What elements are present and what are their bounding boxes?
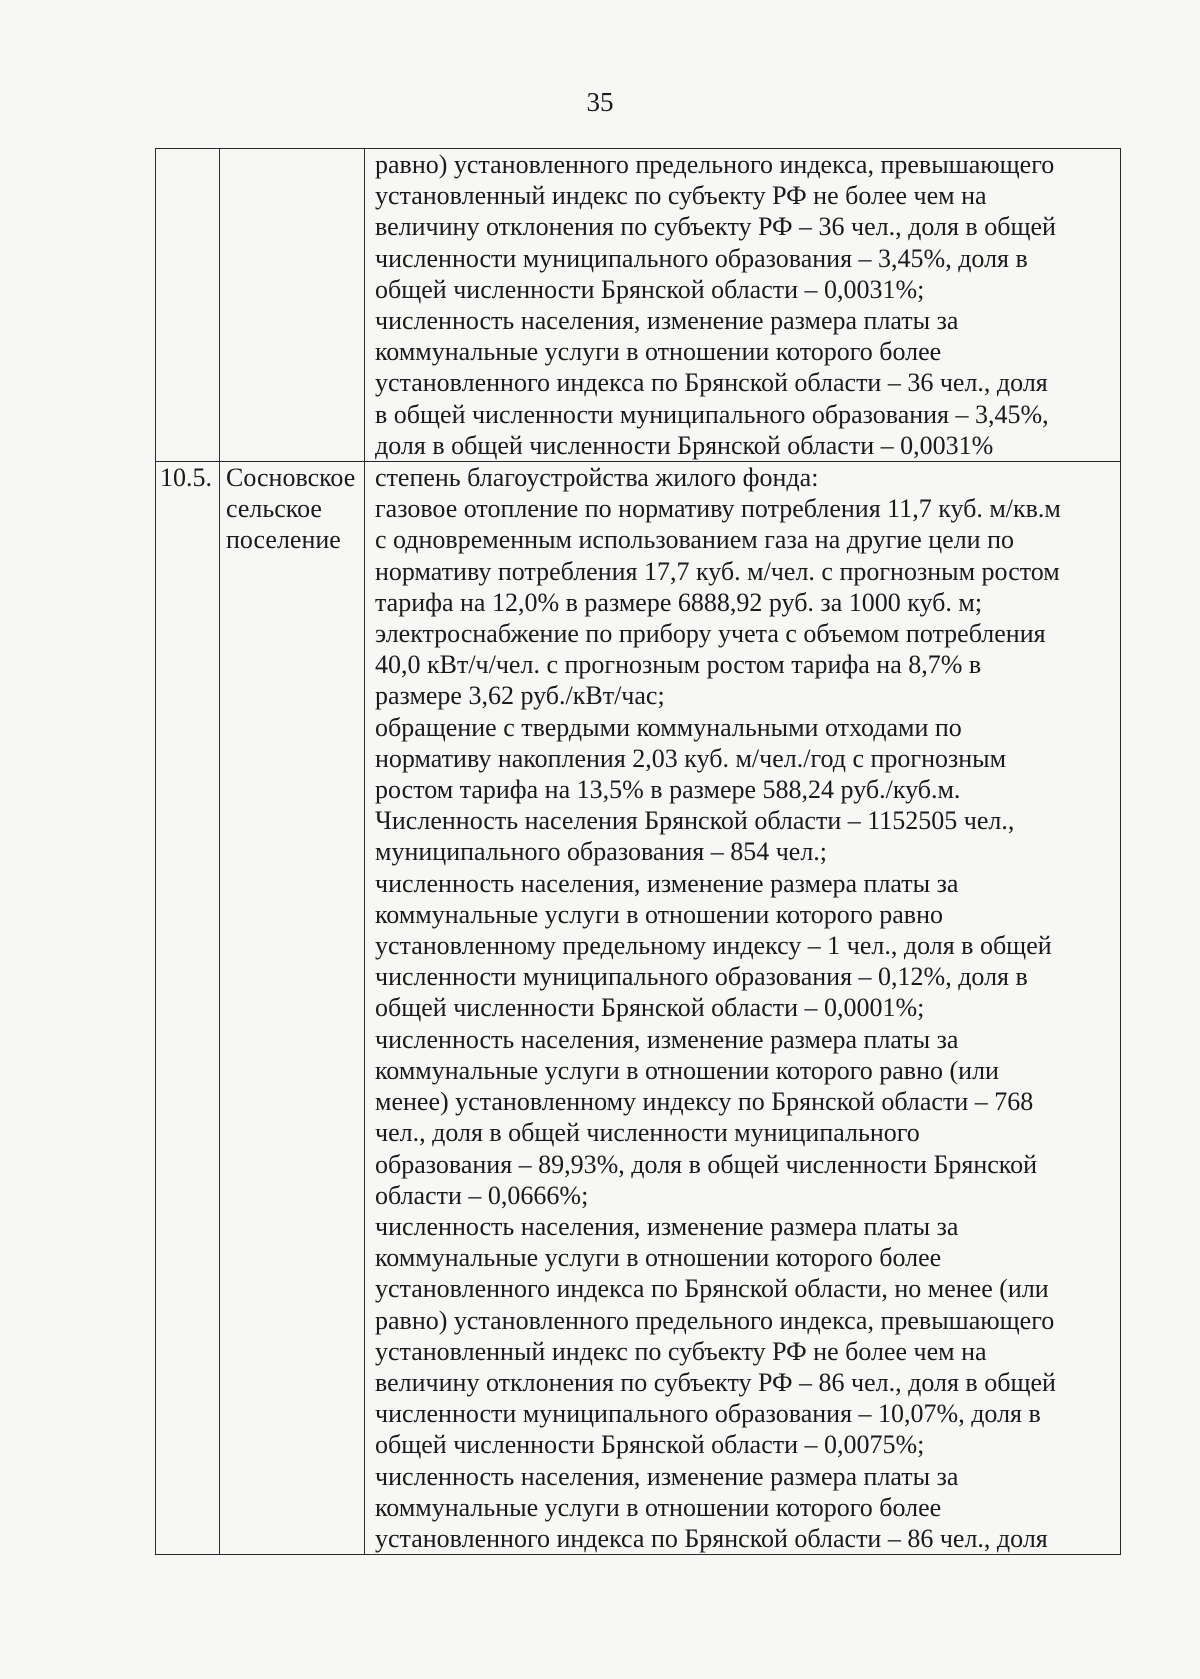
description-line: численность населения, изменение размера платы за xyxy=(375,868,959,898)
description-line: размере 3,62 руб./кВт/час; xyxy=(375,681,665,711)
description-line: равно) установленного предельного индекса, превышающего xyxy=(375,1305,1055,1335)
table-body xyxy=(156,149,1121,1555)
description-line: численность населения, изменение размера платы за xyxy=(375,1211,959,1241)
description-line: ростом тарифа на 13,5% в размере 588,24 руб./куб.м. xyxy=(375,775,961,805)
description-line: степень благоустройства жилого фонда: xyxy=(375,463,819,493)
description-cell xyxy=(365,149,1121,462)
description-line: чел., доля в общей численности муниципального xyxy=(375,1118,920,1148)
description-line: численности муниципального образования – 0,12%, доля в xyxy=(375,962,1028,992)
description-line: тарифа на 12,0% в размере 6888,92 руб. за 1000 куб. м; xyxy=(375,587,983,617)
description-line: обращение с твердыми коммунальными отходами по xyxy=(375,712,962,742)
data-table xyxy=(155,148,1121,1555)
description-line: с одновременным использованием газа на другие цели по xyxy=(375,525,1014,555)
description-line: общей численности Брянской области – 0,0031%; xyxy=(375,274,925,304)
description-line: коммунальные услуги в отношении которого более xyxy=(375,1243,942,1273)
row-number-cell xyxy=(156,149,220,462)
municipality-name-line: поселение xyxy=(226,525,341,555)
description-line: численности муниципального образования – 10,07%, доля в xyxy=(375,1399,1041,1429)
description-line: в общей численности муниципального образования – 3,45%, xyxy=(375,399,1049,429)
description-line: муниципального образования – 854 чел.; xyxy=(375,837,828,867)
description-line: коммунальные услуги в отношении которого равно xyxy=(375,899,944,929)
description-line: равно) установленного предельного индекса, превышающего xyxy=(375,150,1055,179)
description-line: величину отклонения по субъекту РФ – 36 чел., доля в общей xyxy=(375,212,1056,242)
description-line: образования – 89,93%, доля в общей численности Брянской xyxy=(375,1149,1038,1179)
description-line: нормативу накопления 2,03 куб. м/чел./год с прогнозным xyxy=(375,743,1007,773)
description-line: коммунальные услуги в отношении которого более xyxy=(375,337,942,367)
municipality-name-line: сельское xyxy=(226,494,322,524)
description-line: установленный индекс по субъекту РФ не более чем на xyxy=(375,1336,987,1366)
description-line: установленного индекса по Брянской области – 86 чел., доля xyxy=(375,1523,1048,1553)
description-line: численность населения, изменение размера платы за xyxy=(375,306,959,336)
description-cell xyxy=(365,462,1121,1555)
municipality-name-line: Сосновское xyxy=(226,463,356,493)
description-line: установленного индекса по Брянской области, но менее (или xyxy=(375,1274,1049,1304)
description-line: области – 0,0666%; xyxy=(375,1180,589,1210)
municipality-name-cell xyxy=(220,149,365,462)
description-line: величину отклонения по субъекту РФ – 86 чел., доля в общей xyxy=(375,1367,1056,1397)
description-line: электроснабжение по прибору учета с объемом потребления xyxy=(375,619,1046,649)
row-number-cell: 10.5. xyxy=(156,462,220,1555)
description-line: Численность населения Брянской области – 1152505 чел., xyxy=(375,806,1015,836)
description-line: численности муниципального образования – 3,45%, доля в xyxy=(375,243,1028,273)
municipality-name-cell xyxy=(220,462,365,1555)
description-line: 40,0 кВт/ч/чел. с прогнозным ростом тарифа на 8,7% в xyxy=(375,650,982,680)
description-line: установленного индекса по Брянской области – 36 чел., доля xyxy=(375,368,1048,398)
table-row xyxy=(156,462,1121,1555)
description-line: численность населения, изменение размера платы за xyxy=(375,1024,959,1054)
description-line: численность населения, изменение размера платы за xyxy=(375,1461,959,1491)
description-line: коммунальные услуги в отношении которого более xyxy=(375,1492,942,1522)
description-line: менее) установленному индексу по Брянской области – 768 xyxy=(375,1087,1034,1117)
description-line: общей численности Брянской области – 0,0001%; xyxy=(375,993,925,1023)
description-line: общей численности Брянской области – 0,0075%; xyxy=(375,1430,925,1460)
description-line: нормативу потребления 17,7 куб. м/чел. с прогнозным ростом xyxy=(375,556,1060,586)
description-line: установленный индекс по субъекту РФ не более чем на xyxy=(375,181,987,211)
description-line: коммунальные услуги в отношении которого равно (или xyxy=(375,1055,999,1085)
page-number: 35 xyxy=(586,87,614,117)
table-row xyxy=(156,149,1121,462)
description-line: газовое отопление по нормативу потребления 11,7 куб. м/кв.м xyxy=(375,494,1061,524)
description-line: доля в общей численности Брянской области – 0,0031% xyxy=(375,430,994,460)
description-line: установленному предельному индексу – 1 чел., доля в общей xyxy=(375,931,1052,961)
